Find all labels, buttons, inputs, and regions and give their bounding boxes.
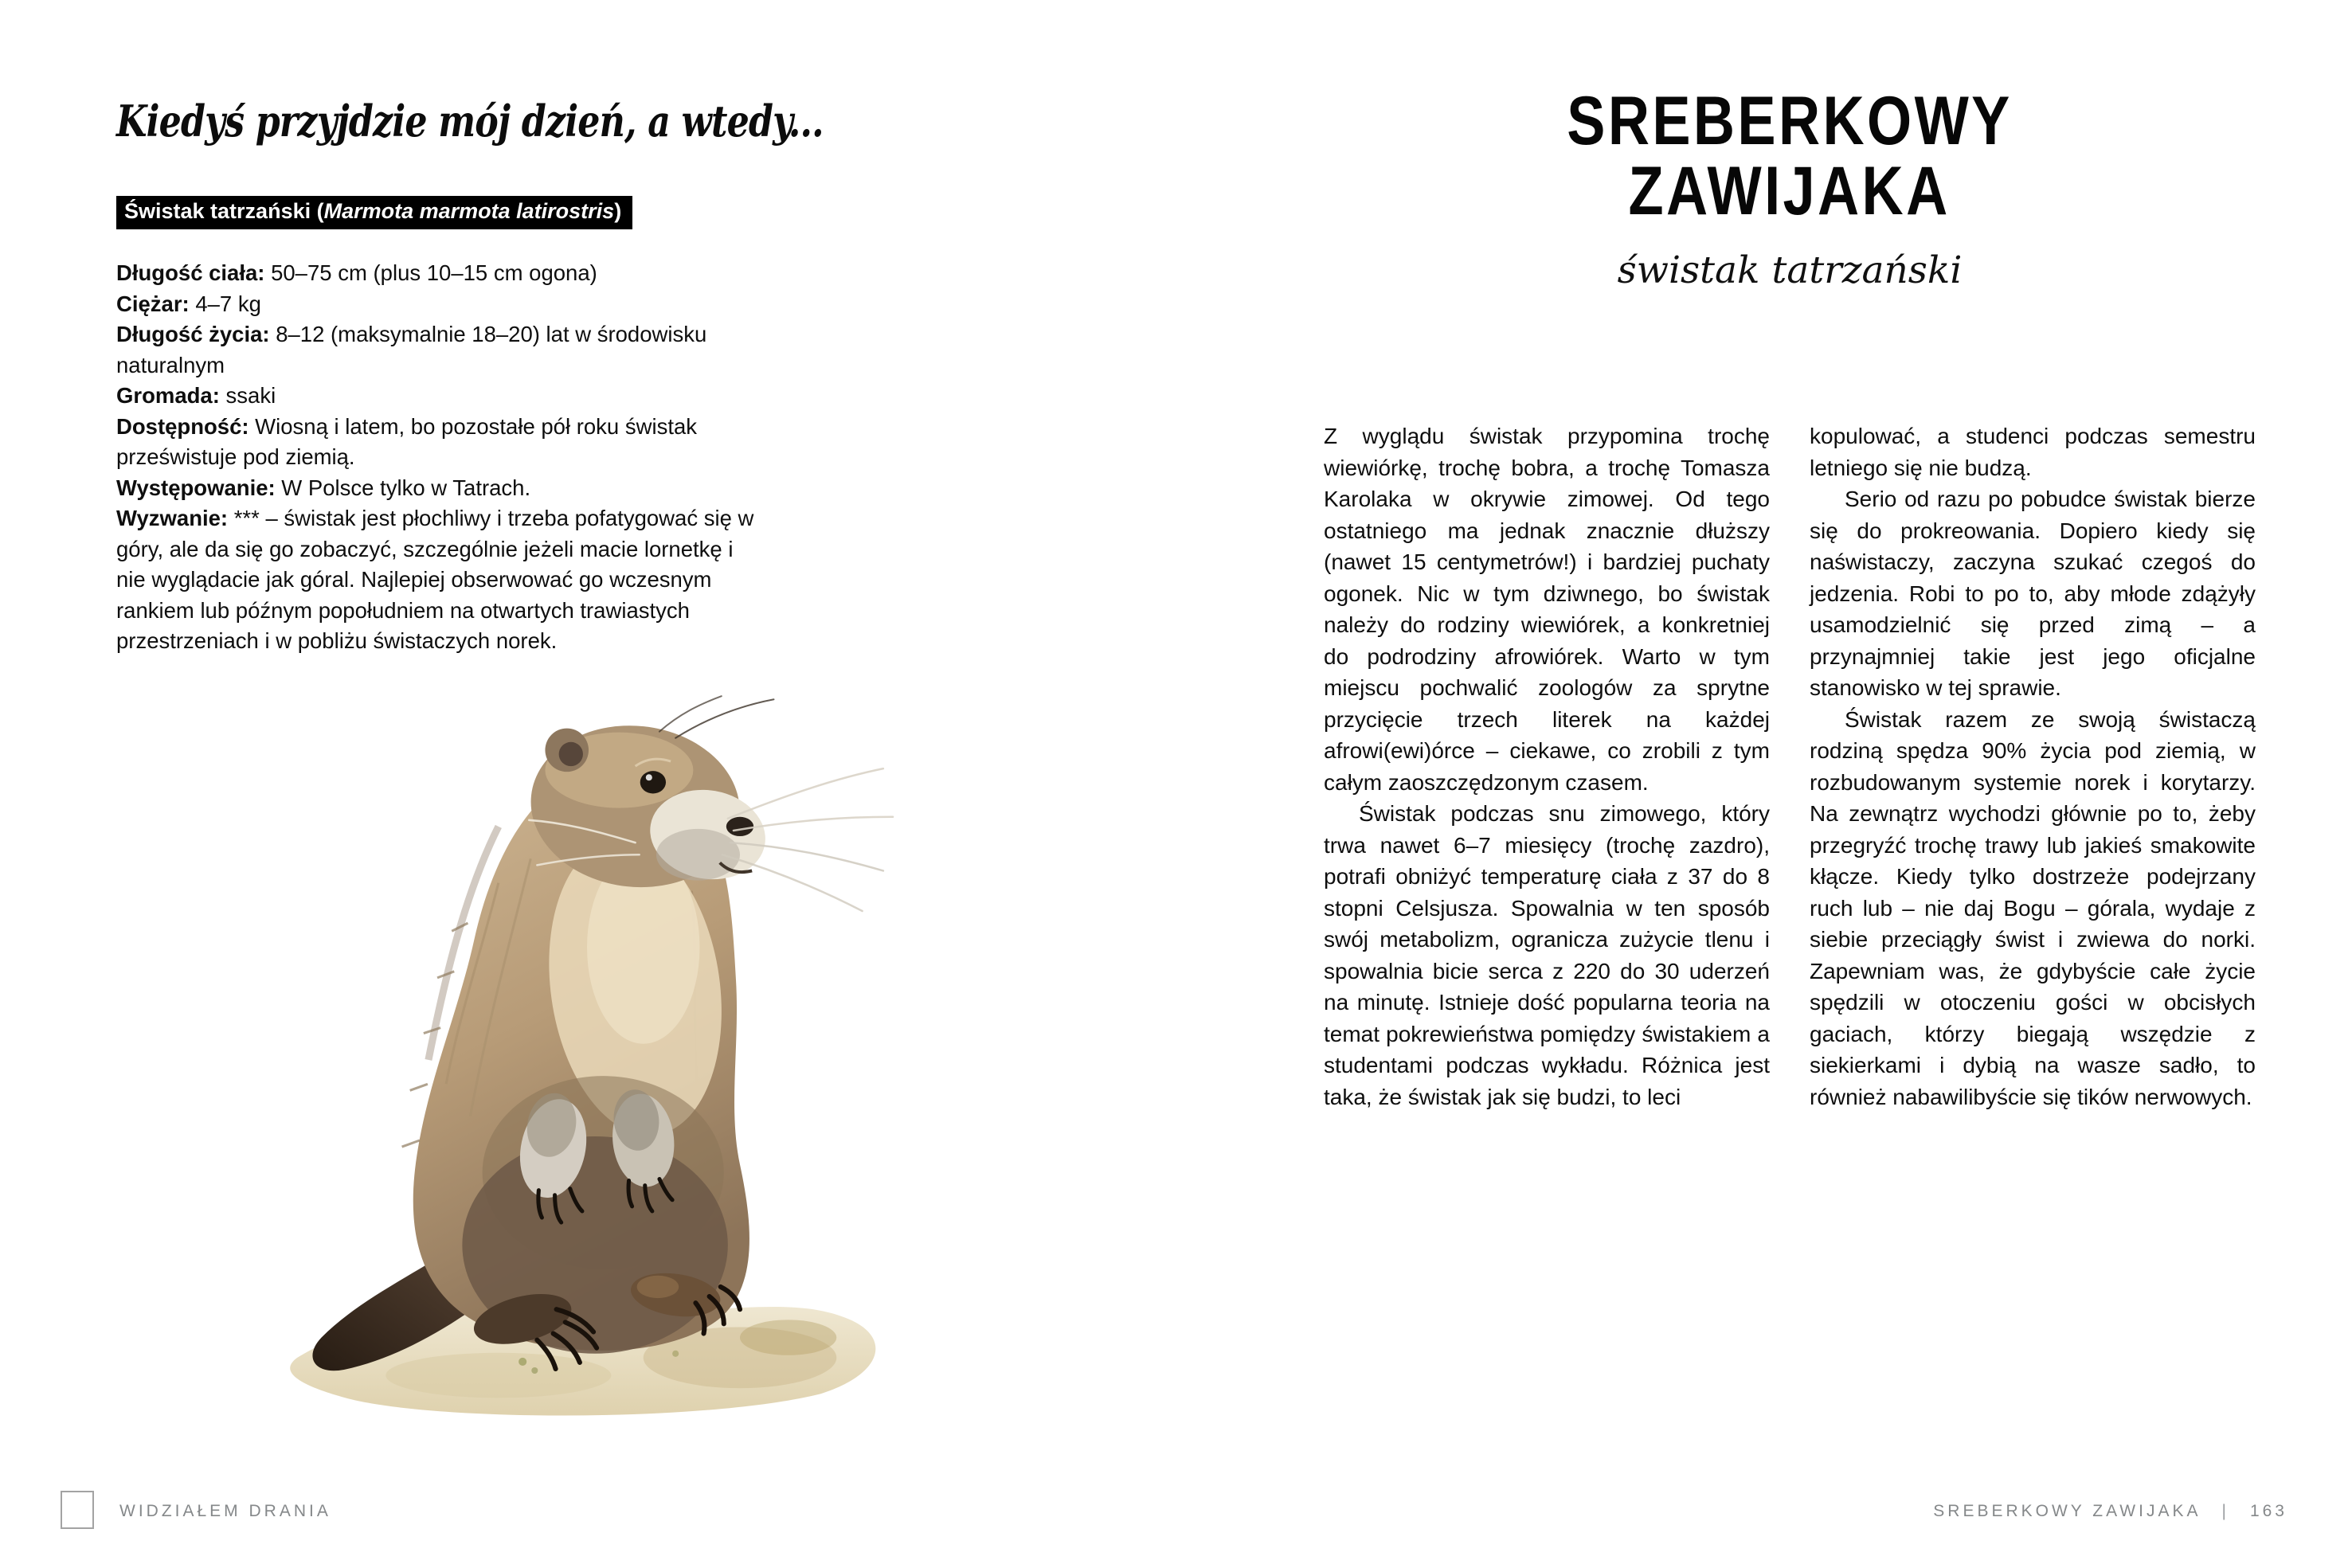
chapter-title [1324, 83, 2256, 229]
fact-label: Długość ciała: [116, 260, 265, 285]
fact-value: W Polsce tylko w Tatrach. [275, 475, 531, 500]
chapter-quote-heading: Kiedyś przyjdzie mój dzień, a wtedy... [116, 96, 824, 147]
fact-row [116, 258, 763, 289]
species-name-bar [116, 196, 632, 229]
body-paragraph: Z wyglądu świstak przypomina trochę wiewiórkę, trochę bobra, a trochę Tomasza Karolaka w okrywie zimowej. Od tego ostatniego ma jednak znacznie dłuższy (nawet 15 centymetrów!) i bardziej puchaty ogonek. Nic w tym dziwnego, bo świstak należy do rodziny wiewiórek, a konkretniej do podrodziny afrowiórek. Warto w tym miejscu pochwalić zoologów za sprytne przycięcie trzech literek na każdej afrowi(ewi)órce – ciekawe, co zrobili z tym całym zaoszczędzonym czasem. [1324, 424, 1770, 795]
page-footer-right [1933, 1502, 2287, 1521]
footer-separator: | [2221, 1502, 2229, 1520]
fact-value: ssaki [219, 383, 276, 408]
text-column-2 [1810, 420, 2256, 1112]
marmot-watercolor-svg [256, 682, 918, 1446]
body-paragraph: Świstak podczas snu zimowego, który trwa nawet 6–7 miesięcy (trochę zazdro), potrafi obniżyć temperaturę ciała z 37 do 8 stopni Celsjusza. Spowalnia w ten sposób swój metabolizm, ogranicza zużycie tlenu i spowalnia bicie serca z 220 do 30 uderzeń na minutę. Istnieje dość popularna teoria na temat pokrewieństwa pomiędzy świstakiem a studentami podczas wykładu. Różnica jest taka, że świstak jak się budzi, to leci [1324, 801, 1770, 1109]
marmot-nose [726, 817, 753, 836]
running-chapter-title: SREBERKOWY ZAWIJAKA [1933, 1502, 2201, 1520]
fact-row [116, 381, 763, 412]
fact-row [116, 319, 763, 381]
text-column-1 [1324, 420, 1770, 1112]
page-number: 163 [2249, 1502, 2287, 1520]
fact-value: 4–7 kg [189, 291, 261, 316]
body-paragraph: kopulować, a studenci podczas semestru letniego się nie budzą. [1810, 424, 2256, 480]
marmot-eye [640, 771, 666, 793]
chapter-title-line1: SREBERKOWY [1567, 83, 2013, 159]
body-paragraph: Serio od razu po pobudce świstak bierze się do prokreowania. Dopiero kiedy się naświstaczy, zaczyna szukać czegoś do jedzenia. Robi to po to, aby młode zdążyły usamodzielnić się przed zimą – a przynajmniej takie jest jego oficjalne stanowisko w tej sprawie. [1810, 487, 2256, 700]
chapter-subtitle: świstak tatrzański [1617, 248, 1963, 292]
fact-label: Dostępność: [116, 413, 249, 439]
chapter-title-line2: ZAWIJAKA [1628, 153, 1951, 229]
fact-value: *** – świstak jest płochliwy i trzeba pofatygować się w góry, ale da się go zobaczyć, szczególnie jeżeli macie lornetkę i nie wyglądacie jak góral. Najlepiej obserwować go wczesnym rankiem lub późnym popołudniem na otwartych trawiastych przestrzeniach i w pobliżu świstaczych norek. [116, 506, 754, 653]
fact-label: Ciężar: [116, 291, 190, 316]
footer-square-icon [61, 1491, 94, 1529]
fact-label: Długość życia: [116, 322, 270, 346]
species-latin-name: Marmota marmota latirostris [323, 199, 615, 223]
fact-label: Występowanie: [116, 475, 276, 500]
body-paragraph: Świstak razem ze swoją świstaczą rodziną spędza 90% życia pod ziemią, w rozbudowanym systemie norek i korytarzy. Na zewnątrz wychodzi głównie po to, żeby przegryźć trochę trawy lub jakieś smakowite kłącze. Kiedy tylko dostrzeże podejrzany ruch lub – nie daj Bogu – górala, wydaje z siebie przeciągły świst i zwiewa do norki. Zapewniam was, że gdybyście całe życie spędzili w otoczeniu gości w obcisłych gaciach, którzy biegają wszędzie z siekierkami i dybią na wasze sadło, to również nabawilibyście się tików nerwowych. [1810, 706, 2256, 1109]
fact-row [116, 412, 763, 473]
fact-value: 50–75 cm (plus 10–15 cm ogona) [264, 260, 597, 285]
fact-row [116, 503, 763, 657]
marmot-illustration [256, 682, 918, 1446]
fact-row [116, 473, 763, 504]
fact-row [116, 289, 763, 320]
fact-value: Wiosną i latem, bo pozostałe pół roku świstak prześwistuje pod ziemią. [116, 413, 698, 469]
fact-sheet [116, 258, 763, 657]
fact-label: Wyzwanie: [116, 506, 229, 530]
body-text-columns [1324, 420, 2256, 1112]
fact-label: Gromada: [116, 383, 220, 408]
species-name-suffix: ) [614, 199, 622, 223]
species-name-prefix: Świstak tatrzański ( [124, 199, 324, 223]
fact-value: 8–12 (maksymalnie 18–20) lat w środowisku naturalnym [116, 322, 707, 377]
book-title-footer: WIDZIAŁEM DRANIA [119, 1502, 331, 1520]
